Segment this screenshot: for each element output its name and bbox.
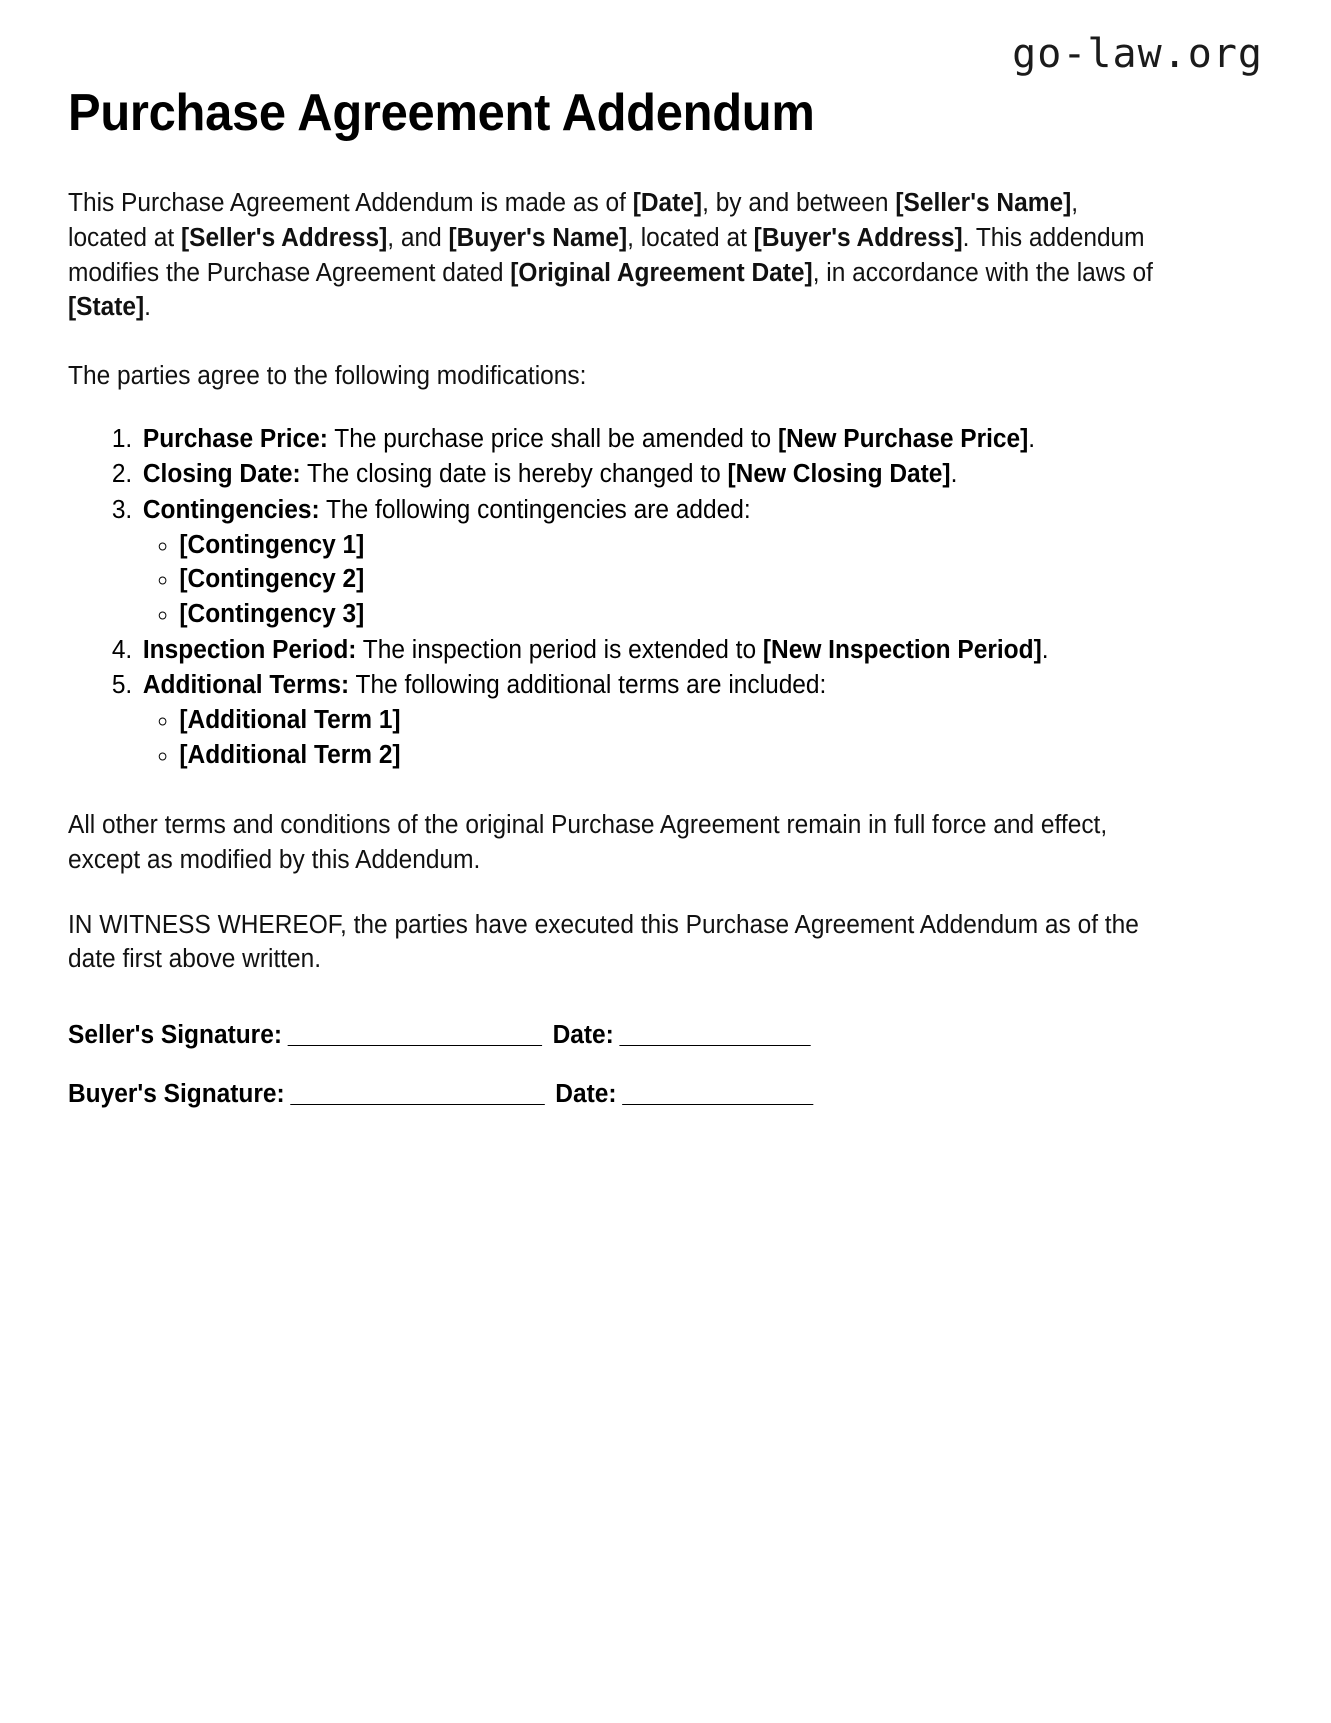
intro-text-8: .	[144, 293, 151, 322]
document-body	[68, 0, 1163, 1137]
field-sellers-name: [Seller's Name]	[895, 189, 1072, 218]
list-item	[139, 457, 1232, 492]
list-item-label: Purchase Price:	[142, 424, 328, 453]
field-sellers-address: [Seller's Address]	[180, 223, 388, 252]
field-state: [State]	[68, 293, 145, 322]
intro-text-7: , in accordance with the laws of	[812, 258, 1153, 287]
seller-date-line[interactable]: _______________	[613, 1021, 810, 1049]
intro-text-3: , located at	[68, 189, 1079, 252]
signature-block	[68, 1019, 1163, 1111]
list-item-text: The following contingencies are added:	[319, 495, 751, 524]
list-item-label: Inspection Period:	[142, 635, 357, 664]
field-original-agreement-date: [Original Agreement Date]	[510, 258, 813, 287]
list-item-text: The purchase price shall be amended to	[327, 424, 778, 453]
list-item	[139, 633, 1232, 668]
list-item-tail: .	[950, 460, 958, 489]
intro-text-2: , by and between	[702, 189, 896, 218]
list-item: ◦ [Contingency 2]	[179, 562, 1232, 597]
field-new-purchase-price: [New Purchase Price]	[777, 424, 1029, 453]
list-item	[139, 668, 1232, 772]
buyer-signature-label: Buyer's Signature:	[68, 1080, 285, 1109]
list-item-text: The closing date is hereby changed to	[300, 460, 728, 489]
list-item-text: The inspection period is extended to	[356, 635, 763, 664]
site-logo: go-law.org	[1012, 31, 1263, 77]
seller-date-label: Date:	[552, 1021, 614, 1049]
modifications-list	[68, 422, 1232, 773]
list-item-label: Contingencies:	[142, 495, 320, 524]
list-item: ◦ [Contingency 3]	[179, 597, 1232, 632]
intro-text-4: , and	[387, 223, 449, 252]
closing-paragraph-2: IN WITNESS WHEREOF, the parties have executed this Purchase Agreement Addendum as of the date first above written.	[68, 910, 1139, 974]
intro-paragraph	[68, 186, 1161, 325]
field-new-inspection-period: [New Inspection Period]	[762, 635, 1042, 664]
list-item-label: Additional Terms:	[142, 671, 350, 700]
lead-in-paragraph: The parties agree to the following modifications:	[68, 361, 587, 390]
field-buyers-address: [Buyer's Address]	[753, 223, 963, 252]
seller-signature-label: Seller's Signature:	[68, 1021, 282, 1049]
additional-terms-sublist	[143, 703, 1232, 772]
intro-text-5: , located at	[627, 223, 754, 252]
seller-signature-line[interactable]: ____________________	[281, 1021, 553, 1049]
field-buyers-name: [Buyer's Name]	[448, 223, 628, 252]
intro-text-1: This Purchase Agreement Addendum is made as of	[68, 189, 633, 218]
list-item: ◦ [Additional Term 1]	[179, 703, 1232, 738]
list-item-tail: .	[1028, 424, 1036, 453]
buyer-date-line[interactable]: _______________	[616, 1080, 813, 1109]
buyer-signature-row	[68, 1078, 1119, 1111]
list-item-tail: .	[1041, 635, 1049, 664]
buyer-date-label: Date:	[555, 1080, 617, 1109]
list-item	[139, 422, 1232, 457]
list-item-text: The following additional terms are included:	[349, 671, 827, 700]
contingencies-sublist	[143, 528, 1232, 632]
field-date: [Date]	[632, 189, 703, 218]
list-item: ◦ [Additional Term 2]	[179, 738, 1232, 773]
field-new-closing-date: [New Closing Date]	[727, 460, 951, 489]
list-item	[139, 493, 1232, 632]
list-item-label: Closing Date:	[142, 460, 301, 489]
page-title: Purchase Agreement Addendum	[68, 84, 815, 142]
buyer-signature-line[interactable]: ____________________	[284, 1080, 556, 1109]
list-item: ◦ [Contingency 1]	[179, 528, 1232, 563]
closing-paragraph-1: All other terms and conditions of the original Purchase Agreement remain in full force and effect, except as modified by this Addendum.	[68, 811, 1108, 874]
intro-text-6: . This addendum modifies the Purchase Agreement dated	[68, 223, 1145, 287]
seller-signature-row	[68, 1019, 1119, 1052]
